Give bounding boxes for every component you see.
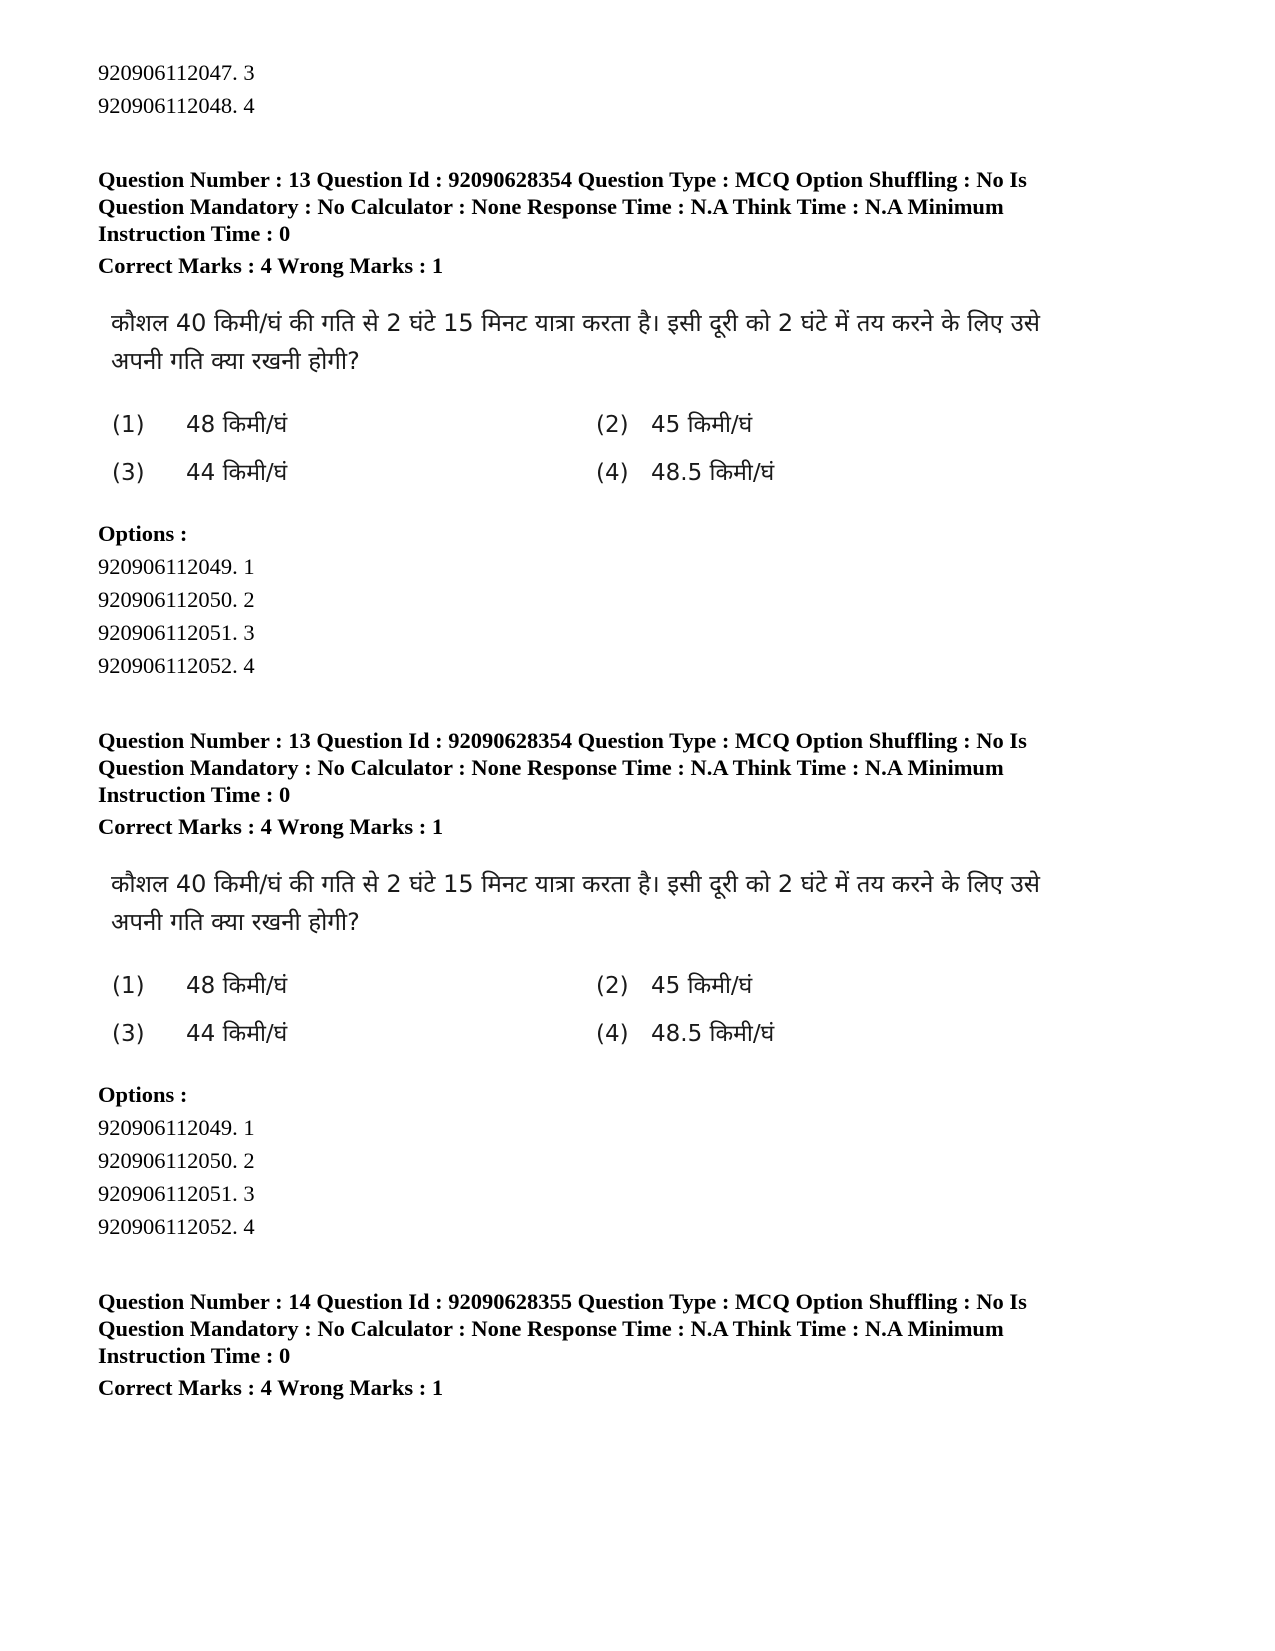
question-header: Question Mandatory : No Calculator : None Response Time : N.A Think Time : N.A Minimum	[98, 755, 1004, 780]
option-line: 920906112050. 2	[98, 1148, 255, 1173]
choice-text: 48 किमी/घं	[186, 412, 288, 438]
option-line: 920906112049. 1	[98, 1115, 255, 1140]
choice-text: 44 किमी/घं	[186, 460, 288, 486]
choice-text: 45 किमी/घं	[651, 973, 753, 999]
marks-line: Correct Marks : 4 Wrong Marks : 1	[98, 814, 444, 839]
option-line: 920906112052. 4	[98, 653, 255, 678]
answer-choice	[596, 458, 774, 488]
question-text-line: कौशल 40 किमी/घं की गति से 2 घंटे 15 मिनट यात्रा करता है। इसी दूरी को 2 घंटे में तय करने के लिए उसे	[111, 870, 1040, 898]
question-header: Instruction Time : 0	[98, 782, 291, 807]
option-line: 920906112049. 1	[98, 554, 255, 579]
option-line: 920906112051. 3	[98, 1181, 255, 1206]
question-header: Question Number : 14 Question Id : 92090628355 Question Type : MCQ Option Shuffling : No Is	[98, 1289, 1027, 1314]
answer-choice	[596, 1019, 774, 1049]
question-header: Question Number : 13 Question Id : 92090628354 Question Type : MCQ Option Shuffling : No Is	[98, 167, 1027, 192]
question-header: Instruction Time : 0	[98, 1343, 291, 1368]
marks-line: Correct Marks : 4 Wrong Marks : 1	[98, 253, 444, 278]
choice-number: (2)	[596, 412, 629, 438]
choice-text: 48 किमी/घं	[186, 973, 288, 999]
question-header: Question Mandatory : No Calculator : None Response Time : N.A Think Time : N.A Minimum	[98, 1316, 1004, 1341]
question-text	[111, 304, 1161, 380]
option-line: 920906112052. 4	[98, 1214, 255, 1239]
choice-number: (3)	[112, 1021, 145, 1047]
question-text-line: अपनी गति क्या रखनी होगी?	[111, 908, 360, 936]
option-line: 920906112047. 3	[98, 60, 255, 85]
choice-text: 44 किमी/घं	[186, 1021, 288, 1047]
options-label: Options :	[98, 1082, 188, 1107]
answer-choice	[112, 458, 287, 488]
question-header: Instruction Time : 0	[98, 221, 291, 246]
choice-number: (1)	[112, 412, 145, 438]
marks-line: Correct Marks : 4 Wrong Marks : 1	[98, 1375, 444, 1400]
answer-choice	[112, 410, 287, 440]
option-line: 920906112050. 2	[98, 587, 255, 612]
choice-number: (3)	[112, 460, 145, 486]
question-text	[111, 865, 1161, 941]
options-label: Options :	[98, 521, 188, 546]
answer-choice	[112, 1019, 287, 1049]
choice-text: 48.5 किमी/घं	[651, 1021, 775, 1047]
answer-choice	[112, 971, 287, 1001]
choice-text: 48.5 किमी/घं	[651, 460, 775, 486]
option-line: 920906112051. 3	[98, 620, 255, 645]
question-header: Question Mandatory : No Calculator : None Response Time : N.A Think Time : N.A Minimum	[98, 194, 1004, 219]
question-text-line: अपनी गति क्या रखनी होगी?	[111, 347, 360, 375]
option-line: 920906112048. 4	[98, 93, 255, 118]
answer-choice	[596, 971, 752, 1001]
choice-number: (1)	[112, 973, 145, 999]
question-text-line: कौशल 40 किमी/घं की गति से 2 घंटे 15 मिनट यात्रा करता है। इसी दूरी को 2 घंटे में तय करने के लिए उसे	[111, 309, 1040, 337]
question-header: Question Number : 13 Question Id : 92090628354 Question Type : MCQ Option Shuffling : No Is	[98, 728, 1027, 753]
answer-choice	[596, 410, 752, 440]
choice-text: 45 किमी/घं	[651, 412, 753, 438]
choice-number: (4)	[596, 460, 629, 486]
choice-number: (4)	[596, 1021, 629, 1047]
choice-number: (2)	[596, 973, 629, 999]
